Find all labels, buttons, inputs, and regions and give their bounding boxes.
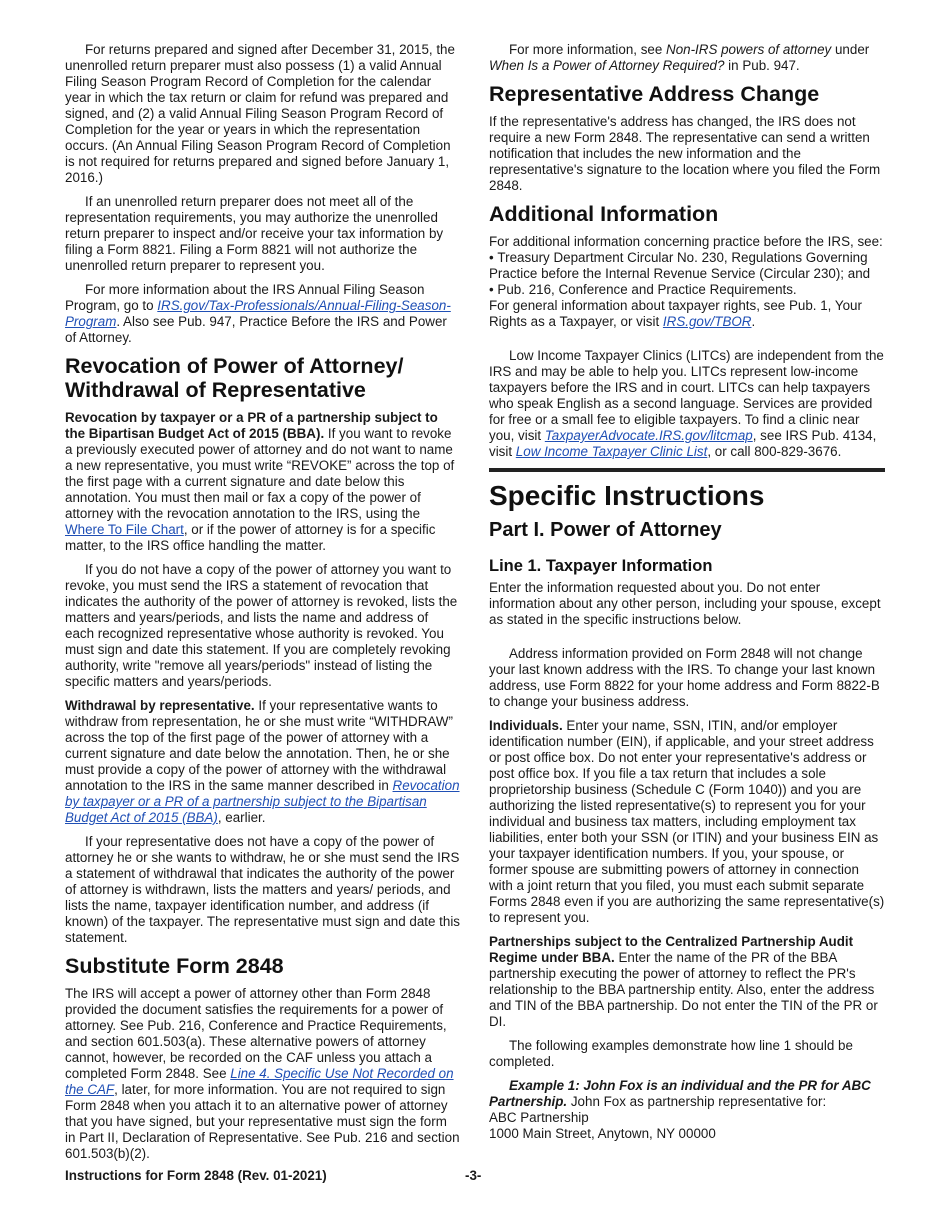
litc-list-link[interactable]: Low Income Taxpayer Clinic List — [515, 444, 708, 459]
paragraph-line1: Enter the information requested about you. Do not enter information about any other person, including your spouse, except as stated in the specific instructions below. — [489, 580, 881, 627]
paragraph-partnerships — [489, 934, 885, 1030]
right-column — [489, 42, 885, 1142]
section-divider — [489, 468, 885, 472]
runin-heading: Partnerships subject to the Centralized Partnership Audit Regime under BBA. — [489, 934, 854, 965]
where-to-file-link[interactable]: Where To File Chart — [65, 522, 184, 537]
text: in Pub. 947. — [724, 58, 800, 73]
paragraph-taxpayer-rights — [489, 298, 885, 330]
litcmap-link[interactable]: TaxpayerAdvocate.IRS.gov/litcmap — [544, 428, 753, 443]
paragraph-address-info: Address information provided on Form 2848 will not change your last known address with the IRS. To change your last known address, use Form 8822 for your home address and Form 8822-B to change your business address. — [489, 646, 880, 709]
bullet-item — [489, 250, 885, 282]
example1-line: 1000 Main Street, Anytown, NY 00000 — [489, 1126, 716, 1141]
text: , or if the power of attorney is for a specific matter, to the IRS office handling the matter. — [65, 522, 436, 553]
left-column — [65, 42, 460, 1170]
page-number: -3- — [465, 1168, 482, 1183]
runin-heading: Revocation by taxpayer or a PR of a partnership subject to the Bipartisan Budget Act of 2015 (BBA). — [65, 410, 438, 441]
heading-address-change: Representative Address Change — [489, 82, 820, 106]
spacer — [489, 636, 885, 646]
bullet-icon: • — [489, 282, 498, 297]
paragraph-no-copy: If you do not have a copy of the power of attorney you want to revoke, you must send the IRS a statement of revocation that indicates the authority of the power of attorney is revoked, lists the matters and years/periods, and lists the name and address of each recognized representative whose authority is revoked. You must sign and date this statement. If you are completely revoking authority, write "remove all years/periods" instead of listing the specific matters and years/periods. — [65, 562, 458, 689]
paragraph-revocation — [65, 410, 460, 554]
text: For more information, see — [509, 42, 667, 57]
example1-line: ABC Partnership — [489, 1110, 589, 1125]
heading-substitute-form: Substitute Form 2848 — [65, 954, 284, 978]
paragraph-substitute — [65, 986, 460, 1162]
text: Enter the name of the PR of the BBA partnership executing the power of attorney to reflect the PR's relationship to the BBA partnership entity. Also, enter the address and TIN of the BBA partnership. Do not enter the TIN of the PR or DI. — [489, 950, 878, 1029]
heading-line1: Line 1. Taxpayer Information — [489, 557, 713, 575]
text: For more information about the IRS Annual Filing Season Program, go to — [65, 282, 425, 313]
text: For general information about taxpayer rights, see Pub. 1, Your Rights as a Taxpayer, or visit — [489, 298, 862, 329]
text: . Also see Pub. 947, Practice Before the IRS and Power of Attorney. — [65, 314, 447, 345]
text: The IRS will accept a power of attorney other than Form 2848 provided the document satisfies the requirements for a power of attorney. See Pub. 216, Conference and Practice Requirements, and section 601.503(a). These alternative powers of attorney cannot, however, be recorded on the CAF unless you attach a completed Form 2848. See — [65, 986, 447, 1081]
text: , earlier. — [217, 810, 266, 825]
revocation-link[interactable]: Revocation by taxpayer or a PR of a partnership subject to the Bipartisan Budget Act of 2015 (BBA) — [65, 778, 460, 825]
paragraph-examples: The following examples demonstrate how line 1 should be completed. — [489, 1038, 853, 1069]
text: . — [751, 314, 756, 329]
italic-text: When Is a Power of Attorney Required? — [489, 58, 725, 73]
heading-specific-instructions: Specific Instructions — [489, 480, 765, 511]
italic-text: Non-IRS powers of attorney — [666, 42, 832, 57]
paragraph-litc — [489, 348, 885, 460]
line4-link[interactable]: Line 4. Specific Use Not Recorded on the CAF — [65, 1066, 454, 1097]
heading-revocation: Revocation of Power of Attorney/ Withdrawal of Representative — [65, 354, 404, 402]
paragraph-rep-no-copy: If your representative does not have a copy of the power of attorney he or she wants to withdraw, he or she must send the IRS a statement of withdrawal that indicates the authority of the power of attorney is withdrawn, lists the matters and years/ periods, and lists the name, taxpayer identification number, and address (if known) of the taxpayer. The representative must sign and date this statement. — [65, 834, 461, 945]
paragraph-afsp-more-info — [65, 282, 460, 346]
text: Pub. 216, Conference and Practice Requirements. — [497, 282, 797, 297]
text: If you want to revoke a previously executed power of attorney and do not want to name a new representative, you must write “REVOKE” across the top of the first page with a current signature and date below this annotation. You must then mail or fax a copy of the power of attorney with the revocation annotation to the IRS, using the — [65, 426, 455, 521]
paragraph-afsp-requirement: For returns prepared and signed after December 31, 2015, the unenrolled return preparer must also possess (1) a valid Annual Filing Season Program Record of Completion for the calendar year in which the tax return or claim for refund was prepared and signed, and (2) a valid Annual Filing Season Program Record of Completion for the year or years in which the representation occurs. (An Annual Filing Season Program Record of Completion is not required for returns prepared and signed before January 1, 2016.) — [65, 42, 455, 185]
page-footer — [65, 1168, 885, 1186]
tbor-link[interactable]: IRS.gov/TBOR — [662, 314, 752, 329]
text: , see IRS Pub. 4134, visit — [489, 428, 877, 459]
text: If your representative wants to withdraw from representation, he or she must write “WITHDRAW” across the top of the first page of the power of attorney with a current signature and date below the annotation. Then, he or she must provide a copy of the power of attorney with the withdrawal annotation to the IRS in the same manner described in — [65, 698, 453, 793]
text: , later, for more information. You are not required to sign Form 2848 when you attach it to an alternative power of attorney that you have signed, but your representative must sign the form in Part II, Declaration of Representative. See Pub. 216 and section 601.503(b)(2). — [65, 1082, 460, 1161]
text: Treasury Department Circular No. 230, Regulations Governing Practice before the Internal Revenue Service (Circular 230); and — [489, 250, 871, 281]
text: Enter your name, SSN, ITIN, and/or employer identification number (EIN), if applicable, and your street address or post office box. Do not enter your representative's address or post office box. If you file a tax return that includes a sole proprietorship business (Schedule C (Form 1040)) and you are authorizing the listed representative(s) to represent you for your individual and business tax matters, including employment tax liabilities, enter both your SSN (or ITIN) and your business EIN as your taxpayer identification numbers. If you, your spouse, or former spouse are submitting powers of attorney in connection with a joint return that you filed, you must each submit separate Forms 2848 even if you are authorizing the same representative(s) to represent you. — [489, 718, 885, 925]
bullet-icon: • — [489, 250, 498, 265]
text: Low Income Taxpayer Clinics (LITCs) are independent from the IRS and may be able to help you. LITCs represent low-income taxpayers before the IRS and in court. LITCs can help taxpayers who speak English as a second language. Services are provided for free or a small fee to eligible taxpayers. To find a clinic near you, visit — [489, 348, 884, 443]
runin-heading: Example 1: John Fox is an individual and the PR for ABC Partnership. — [489, 1078, 871, 1109]
paragraph-unenrolled-preparer: If an unenrolled return preparer does not meet all of the representation requirements, you may authorize the unenrolled return preparer to inspect and/or receive your tax information by filing a Form 8821. Filing a Form 8821 will not authorize the unenrolled return preparer to represent you. — [65, 194, 444, 273]
paragraph-individuals — [489, 718, 885, 926]
paragraph-withdrawal — [65, 698, 460, 826]
paragraph-example1 — [489, 1078, 885, 1110]
heading-additional-info: Additional Information — [489, 202, 719, 226]
paragraph-address-change: If the representative's address has changed, the IRS does not require a new Form 2848. The representative can send a written notification that includes the new information and the representative's signature to the location where you filed the Form 2848. — [489, 114, 881, 193]
heading-part1: Part I. Power of Attorney — [489, 519, 722, 541]
runin-heading: Individuals. — [489, 718, 563, 733]
spacer — [489, 338, 885, 348]
footer-form-title: Instructions for Form 2848 (Rev. 01-2021) — [65, 1168, 327, 1183]
paragraph-additional-intro: For additional information concerning practice before the IRS, see: — [489, 234, 883, 249]
paragraph-more-info — [489, 42, 885, 74]
text: , or call 800-829-3676. — [707, 444, 842, 459]
bullet-item — [489, 282, 885, 298]
afsp-link[interactable]: IRS.gov/Tax-Professionals/Annual-Filing-Season-Program — [65, 298, 451, 329]
text: John Fox as partnership representative for: — [567, 1094, 827, 1109]
runin-heading: Withdrawal by representative. — [65, 698, 255, 713]
text: under — [831, 42, 870, 57]
